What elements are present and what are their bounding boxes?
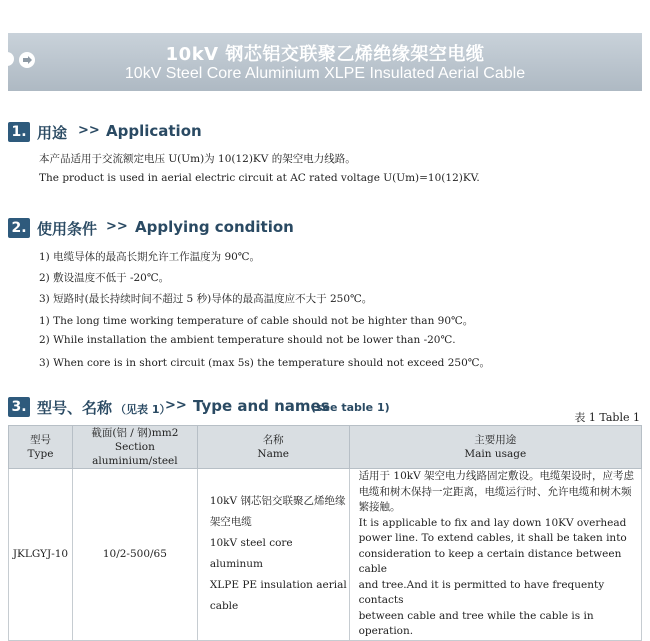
section-number: 1. [8,122,30,142]
header-usage [349,426,641,469]
section-subtitle-en: (see table 1) [311,401,390,414]
section-title-en: Applying condition [135,218,294,236]
section-number: 3. [8,397,30,417]
section-title-en: Application [106,122,202,140]
header-label-en: Section aluminium/steel [92,441,178,467]
name-line: 10kV steel core aluminum [209,537,293,571]
name-line: cable [209,600,239,613]
type-table [8,425,642,641]
application-text-en: The product is used in aerial electric circuit at AC rated voltage U(Um)=10(12)KV. [39,172,480,184]
table-caption: 表 1 Table 1 [574,411,640,424]
condition-item: 1) The long time working temperature of cable should not be highter than 90℃。 [39,315,474,327]
name-line: 架空电缆 [209,516,252,529]
header-label-cn: 主要用途 [474,434,517,446]
usage-line: between cable and tree while the cable is in operation. [358,609,594,637]
condition-item: 1) 电缆导体的最高长期允许工作温度为 90℃。 [39,251,261,263]
page-title-cn: 10kV 钢芯铝交联聚乙烯绝缘架空电缆 [165,44,485,65]
cell-name [197,469,349,641]
header-type [9,426,73,469]
condition-item: 3) When core is in short circuit (max 5s) the temperature should not exceed 250℃。 [39,357,491,369]
section-subtitle-cn: （见表 1） [115,403,171,416]
top-strip [0,0,650,30]
usage-line: consideration to keep a certain distance between cable [358,547,622,575]
table-row [9,469,642,641]
name-line: 10kV 钢芯铝交联聚乙烯绝缘 [209,495,346,508]
cell-section: 10/2-500/65 [72,469,197,641]
page-title-en: 10kV Steel Core Aluminium XLPE Insulated Aerial Cable [124,65,526,82]
section-title-cn: 用途 [37,124,68,142]
header-label-cn: 截面(铝 / 钢)mm2 [91,427,179,439]
usage-line: 适用于 10kV 架空电力线路固定敷设。电缆架设时，应考虑 [358,470,635,482]
section-title-cn: 型号、名称 [37,399,113,417]
header-label-en: Main usage [464,448,527,460]
header-label-en: Type [27,448,54,460]
header-label-cn: 型号 [29,434,51,446]
section-heading-types [8,397,428,419]
section-number: 2. [8,218,30,238]
usage-line: 电缆和树木保持一定距离，电缆运行时、允许电缆和树木频 [358,485,632,498]
usage-line: 繁接触。 [358,501,401,513]
header-section [72,426,197,469]
name-line: XLPE PE insulation aerial [209,579,347,592]
condition-item: 3) 短路时(最长持续时间不超过 5 秒)导体的最高温度应不大于 250℃。 [39,293,373,305]
section-heading-application [8,122,308,144]
cell-usage [349,469,641,641]
section-title-cn: 使用条件 [37,220,98,238]
application-text-cn: 本产品适用于交流额定电压 U(Um)为 10(12)KV 的架空电力线路。 [39,153,356,165]
usage-line: and tree.And it is permitted to have frequenty contacts [358,578,605,606]
section-arrow: >> [165,398,187,413]
table-header-row [9,426,642,469]
condition-item: 2) While installation the ambient temperature should not be lower than -20℃. [39,334,456,346]
condition-item: 2) 敷设温度不低于 -20℃。 [39,272,170,284]
section-title-en: Type and names [193,397,330,415]
section-arrow: >> [106,219,128,234]
header-name [197,426,349,469]
section-heading-conditions [8,218,358,240]
usage-line: It is applicable to fix and lay down 10KV overhead [358,516,627,529]
section-arrow: >> [78,123,100,138]
cell-type: JKLGYJ-10 [9,469,73,641]
usage-line: power line. To extend cables, it shall be taken into [358,532,627,544]
header-label-en: Name [257,448,289,460]
header-label-cn: 名称 [262,434,284,446]
